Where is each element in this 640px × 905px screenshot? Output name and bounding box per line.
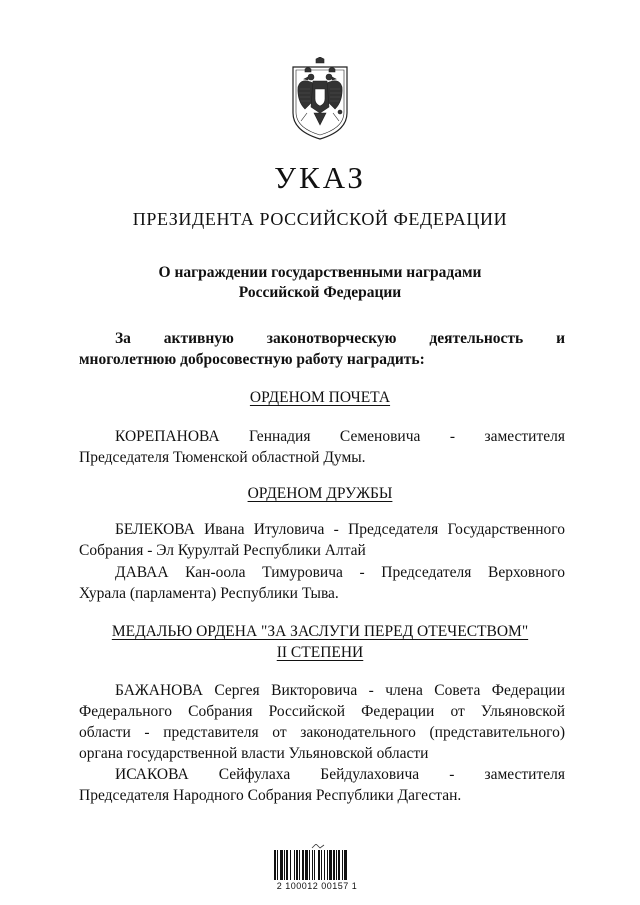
- barcode-bar: [324, 850, 325, 880]
- barcode-bar: [318, 850, 320, 880]
- barcode-bar: [294, 850, 295, 880]
- section-heading-label: ОРДЕНОМ ПОЧЕТА: [249, 389, 391, 406]
- section-heading-order-of-honour: [0, 387, 640, 408]
- barcode-bar: [296, 850, 298, 880]
- barcode-number: 2 100012 00157 1: [276, 881, 358, 891]
- barcode-bar: [344, 850, 347, 880]
- section-heading-order-of-friendship: [0, 483, 640, 504]
- barcode-bar: [274, 850, 276, 880]
- barcode-bar: [312, 850, 313, 880]
- award-entry-line: БАЖАНОВА Сергея Викторовича - члена Совета Федерации: [115, 682, 565, 699]
- award-entry-line: органа государственной власти Ульяновской области: [79, 745, 429, 762]
- award-entry-line: Председателя Тюменской областной Думы.: [79, 449, 366, 466]
- barcode-bar: [342, 850, 343, 880]
- award-entry: [79, 519, 565, 561]
- barcode-bar: [277, 850, 278, 880]
- decree-topic: [0, 263, 640, 303]
- award-entry-line: области - представителя от законодательного (представительного): [79, 724, 565, 741]
- award-entry-line: Федерального Собрания Российской Федерации от Ульяновской: [79, 703, 565, 720]
- award-entry-line: ДАВАА Кан-оола Тимуровича - Председателя Верховного: [115, 564, 565, 581]
- award-entry: [79, 764, 565, 806]
- barcode-bar: [280, 850, 283, 880]
- barcode-bar: [309, 850, 310, 880]
- section-heading-label: МЕДАЛЬЮ ОРДЕНА "ЗА ЗАСЛУГИ ПЕРЕД ОТЕЧЕСТВОМ": [111, 623, 529, 640]
- barcode-bar: [302, 850, 304, 880]
- award-entry-line: Председателя Народного Собрания Республики Дагестан.: [79, 787, 462, 804]
- award-entry: [79, 562, 565, 604]
- award-entry: [79, 426, 565, 468]
- award-entry-line: Хурала (парламента) Республики Тыва.: [79, 585, 339, 602]
- barcode-bar: [336, 850, 337, 880]
- barcode-bar: [314, 850, 315, 880]
- barcode-bar: [338, 850, 340, 880]
- barcode-icon: [272, 844, 368, 880]
- decree-topic-line: Российской Федерации: [238, 284, 402, 301]
- barcode-bar: [329, 850, 332, 880]
- barcode-bar: [327, 850, 328, 880]
- barcode-mark: [312, 844, 324, 848]
- barcode-bar: [305, 850, 308, 880]
- barcode-bar: [333, 850, 335, 880]
- award-entry-line: Собрания - Эл Курултай Республики Алтай: [79, 542, 366, 559]
- barcode-bar: [290, 850, 291, 880]
- award-entry: [79, 680, 565, 764]
- intro-paragraph: [79, 328, 565, 370]
- barcode-bar: [284, 850, 285, 880]
- award-entry-line: БЕЛЕКОВА Ивана Итуловича - Председателя Государственного: [115, 521, 565, 538]
- barcode-bar: [299, 850, 300, 880]
- decree-title: УКАЗ: [274, 160, 366, 195]
- section-heading-label: ОРДЕНОМ ДРУЖБЫ: [247, 485, 393, 502]
- barcode-bar: [321, 850, 322, 880]
- decree-topic-line: О награждении государственными наградами: [158, 264, 482, 281]
- double-headed-eagle-emblem-icon: [283, 57, 357, 141]
- award-entry-line: ИСАКОВА Сейфулаха Бейдулаховича - заместителя: [115, 766, 565, 783]
- decree-subtitle: ПРЕЗИДЕНТА РОССИЙСКОЙ ФЕДЕРАЦИИ: [132, 209, 508, 229]
- section-heading-label: II СТЕПЕНИ: [276, 644, 364, 661]
- intro-line: За активную законотворческую деятельность и: [115, 330, 565, 347]
- section-heading-medal: [0, 621, 640, 663]
- award-entry-line: КОРЕПАНОВА Геннадия Семеновича - заместителя: [115, 428, 565, 445]
- barcode-bar: [286, 850, 288, 880]
- intro-line: многолетнюю добросовестную работу наградить:: [79, 351, 425, 368]
